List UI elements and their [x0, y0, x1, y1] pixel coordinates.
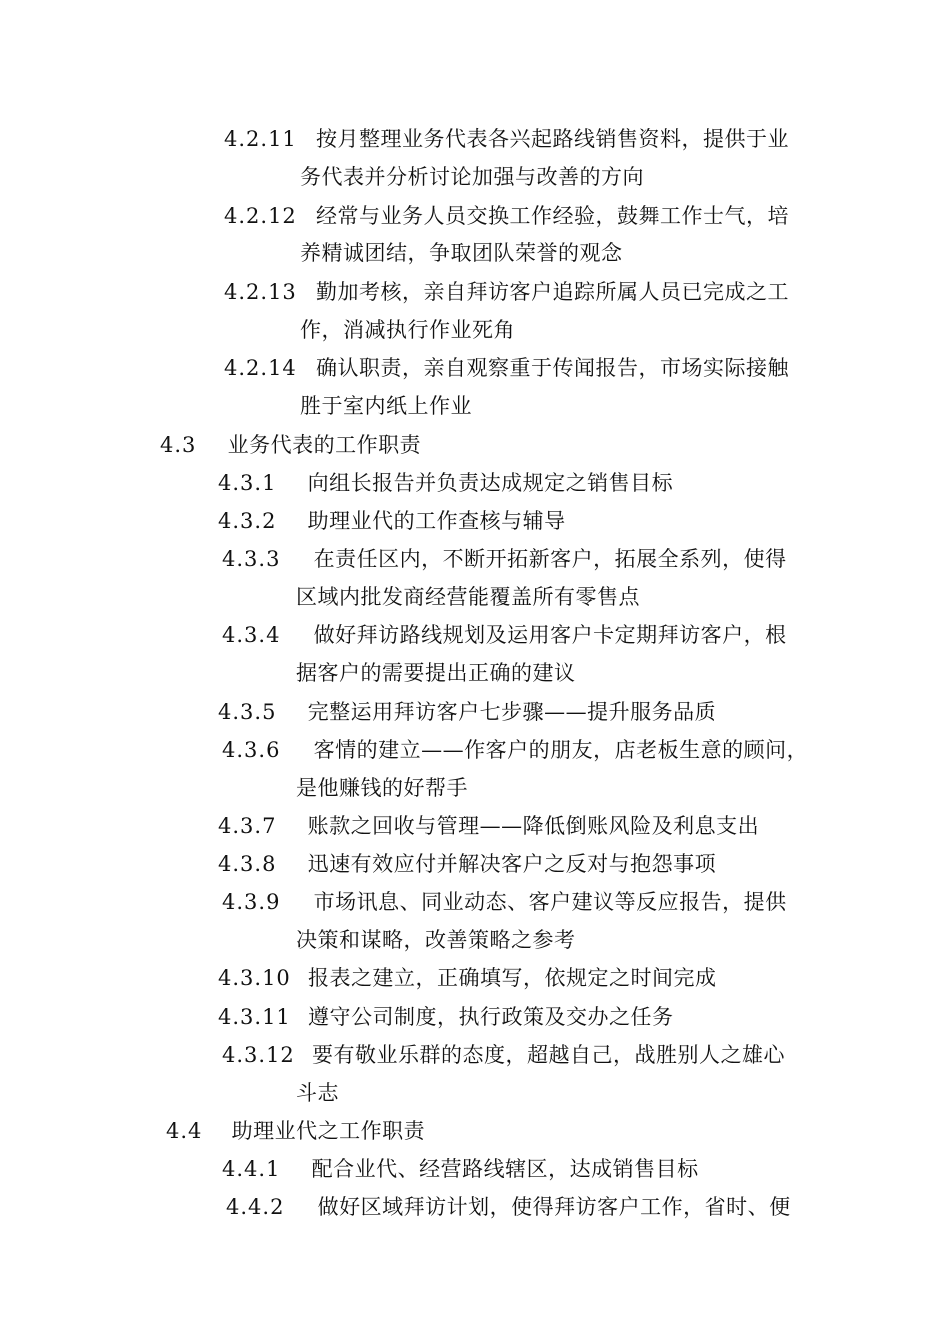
clause-4-2-12-continuation: 养精诚团结，争取团队荣誉的观念 [300, 241, 623, 265]
section-title: 助理业代之工作职责 [231, 1119, 426, 1143]
section-heading-4-3 [160, 432, 421, 458]
clause-text: 遵守公司制度，执行政策及交办之任务 [307, 1005, 674, 1029]
clause-4-3-12-continuation: 斗志 [296, 1081, 339, 1105]
clause-4-3-6 [222, 737, 808, 763]
clause-text: 按月整理业务代表各兴起路线销售资料，提供于业 [315, 127, 789, 151]
clause-number: 4.4.2 [226, 1195, 285, 1219]
clause-4-3-10 [218, 965, 716, 991]
clause-4-3-4 [222, 622, 787, 648]
clause-text: 勤加考核，亲自拜访客户追踪所属人员已完成之工 [315, 280, 789, 304]
clause-4-3-1 [218, 470, 673, 496]
clause-4-3-3-continuation: 区域内批发商经营能覆盖所有零售点 [296, 585, 640, 609]
clause-4-2-14-continuation: 胜于室内纸上作业 [300, 394, 472, 418]
clause-number: 4.3.2 [218, 509, 277, 533]
clause-4-3-12 [222, 1042, 785, 1068]
clause-number: 4.3.5 [218, 700, 277, 724]
clause-4-3-9 [222, 889, 787, 915]
clause-number: 4.3.3 [222, 547, 281, 571]
clause-number: 4.3.9 [222, 890, 281, 914]
section-number: 4.4 [166, 1119, 203, 1143]
clause-4-2-13-continuation: 作，消减执行作业死角 [300, 318, 515, 342]
clause-text: 要有敬业乐群的态度，超越自己，战胜别人之雄心 [311, 1043, 785, 1067]
clause-text: 助理业代的工作查核与辅导 [307, 509, 566, 533]
clause-4-2-13 [224, 279, 789, 305]
clause-text: 配合业代、经营路线辖区，达成销售目标 [311, 1157, 699, 1181]
clause-4-3-2 [218, 508, 566, 534]
clause-number: 4.3.10 [218, 966, 291, 990]
clause-number: 4.3.1 [218, 471, 277, 495]
clause-4-4-1 [222, 1156, 699, 1182]
clause-text: 完整运用拜访客户七步骤——提升服务品质 [307, 700, 717, 724]
clause-text: 客情的建立——作客户的朋友，店老板生意的顾问， [313, 738, 809, 762]
clause-text: 迅速有效应付并解决客户之反对与抱怨事项 [307, 852, 717, 876]
clause-number: 4.3.12 [222, 1043, 295, 1067]
clause-4-2-14 [224, 355, 789, 381]
clause-text: 做好拜访路线规划及运用客户卡定期拜访客户，根 [313, 623, 787, 647]
clause-text: 账款之回收与管理——降低倒账风险及利息支出 [307, 814, 760, 838]
clause-4-2-11 [224, 126, 789, 152]
clause-4-2-11-continuation: 务代表并分析讨论加强与改善的方向 [300, 165, 644, 189]
section-number: 4.3 [160, 433, 197, 457]
section-heading-4-4 [166, 1118, 425, 1144]
clause-4-3-8 [218, 851, 716, 877]
clause-text: 向组长报告并负责达成规定之销售目标 [307, 471, 674, 495]
clause-number: 4.4.1 [222, 1157, 281, 1181]
clause-4-3-11 [218, 1004, 673, 1030]
clause-number: 4.3.8 [218, 852, 277, 876]
clause-text: 确认职责，亲自观察重于传闻报告，市场实际接触 [315, 356, 789, 380]
section-title: 业务代表的工作职责 [227, 433, 422, 457]
clause-text: 经常与业务人员交换工作经验，鼓舞工作士气，培 [315, 204, 789, 228]
clause-4-3-4-continuation: 据客户的需要提出正确的建议 [296, 661, 576, 685]
clause-number: 4.3.7 [218, 814, 277, 838]
clause-4-2-12 [224, 203, 789, 229]
clause-number: 4.2.11 [224, 127, 297, 151]
clause-4-3-6-continuation: 是他赚钱的好帮手 [296, 776, 468, 800]
clause-text: 市场讯息、同业动态、客户建议等反应报告，提供 [313, 890, 787, 914]
clause-4-4-2 [226, 1194, 791, 1220]
clause-4-3-9-continuation: 决策和谋略，改善策略之参考 [296, 928, 576, 952]
clause-text: 做好区域拜访计划，使得拜访客户工作，省时、便 [317, 1195, 791, 1219]
clause-number: 4.3.6 [222, 738, 281, 762]
clause-4-3-7 [218, 813, 759, 839]
clause-number: 4.2.14 [224, 356, 297, 380]
clause-number: 4.3.4 [222, 623, 281, 647]
clause-text: 在责任区内，不断开拓新客户，拓展全系列，使得 [313, 547, 787, 571]
clause-number: 4.3.11 [218, 1005, 291, 1029]
clause-number: 4.2.13 [224, 280, 297, 304]
clause-4-3-3 [222, 546, 787, 572]
clause-text: 报表之建立，正确填写，依规定之时间完成 [307, 966, 717, 990]
clause-number: 4.2.12 [224, 204, 297, 228]
clause-4-3-5 [218, 699, 716, 725]
